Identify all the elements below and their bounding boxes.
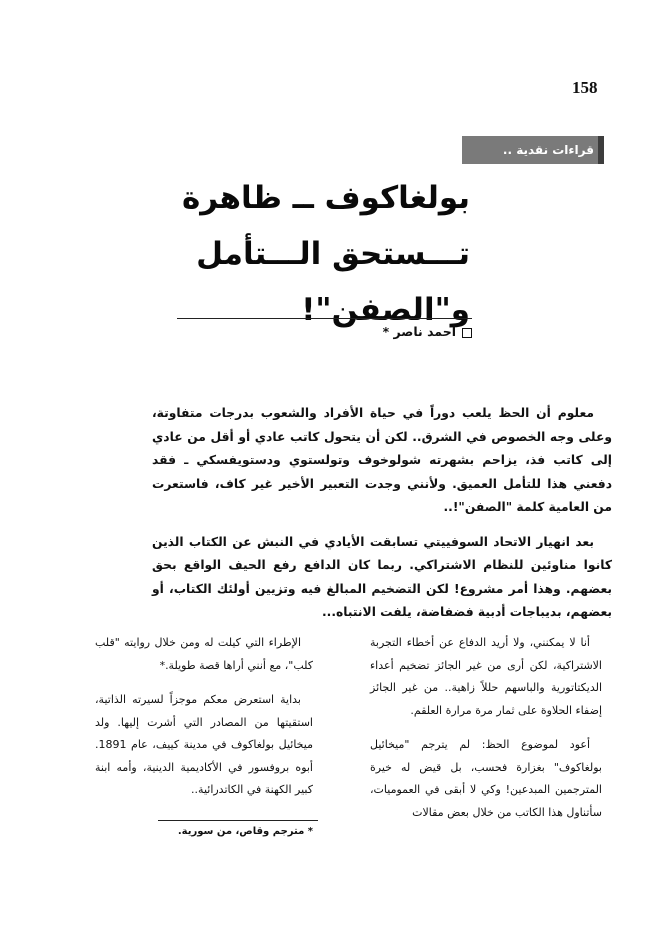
lead-paragraph: بعد انهيار الاتحاد السوفييتي تسابقت الأيادي في النبش عن الكتاب الذين كانوا مناوئين للنظام الاشتراكي. ربما كان الدافع رفع الحيف الواقع بحق بعضهم. وهذا أمر مشروع! لكن التضخيم المبالغ فيه وتزيين أولئك الكتاب، أو بعضهم، بديباجات أدبية فضفاضة، يلفت الانتباه...: [152, 534, 612, 619]
section-label-text: قراءات نقدية ..: [502, 143, 594, 157]
author-line: [177, 324, 472, 339]
right-column: [370, 632, 602, 836]
column-paragraph: بداية استعرض معكم موجزاً لسيرته الذاتية، استقيتها من المصادر التي أشرت إليها. ولد ميخائيل بولغاكوف في مدينة كييف، عام 1891. أبوه بروفسور في الأكاديمية الدينية، وأمه ابنة كبير الكهنة في الكاتدرائية..: [95, 693, 313, 796]
author-name: أحمد ناصر *: [382, 324, 456, 339]
left-column: [95, 632, 313, 814]
author-divider: [177, 318, 472, 319]
section-label: [462, 136, 604, 164]
square-bullet-icon: [462, 328, 472, 338]
footnote: * مترجم وقاص، من سورية.: [177, 826, 313, 837]
column-paragraph: أعود لموضوع الحظ: لم يترجم "ميخائيل بولغاكوف" بغزارة فحسب، بل قيض له خيرة المترجمين المبدعين! وكي لا أبقى في العموميات، سأتناول هذا الكاتب من خلال بعض مقالات: [370, 738, 602, 819]
footnote-divider: [158, 820, 318, 821]
column-paragraph: أنا لا يمكنني، ولا أريد الدفاع عن أخطاء التجربة الاشتراكية، لكن أرى من غير الجائز تضخيم أعداء الديكتاتورية والباسهم حللاً زاهية.. من غير الجائز إضفاء الحلاوة على ثمار مرة مرارة العلقم.: [370, 636, 602, 717]
column-paragraph: الإطراء التي كيلت له ومن خلال روايته "قلب كلب"، مع أنني أراها قصة طويلة.*: [95, 636, 313, 672]
lead-text: [152, 402, 612, 636]
title-line-2: تـــستحق الـــتأمل: [196, 236, 470, 272]
lead-paragraph: معلوم أن الحظ يلعب دوراً في حياة الأفراد والشعوب بدرجات متفاوتة، وعلى وجه الخصوص في الشرق.. لكن أن يتحول كاتب عادي أو أقل من عادي إلى كاتب فذ، يزاحم بشهرته شولوخوف وتولستوي ودستويفسكي ـ فقد دفعني هذا للتأمل العميق. ولأنني وجدت التعبير الأخير غير كاف، فاستعرت من العامية كلمة "الصفن"!..: [152, 406, 612, 514]
title-line-3: و"الصفن"!: [301, 292, 470, 328]
title-line-1: بولغاكوف ــ ظاهرة: [181, 180, 470, 216]
article-title: [170, 170, 470, 338]
page-number: 158: [572, 78, 598, 97]
section-tab-bar: [598, 136, 604, 164]
